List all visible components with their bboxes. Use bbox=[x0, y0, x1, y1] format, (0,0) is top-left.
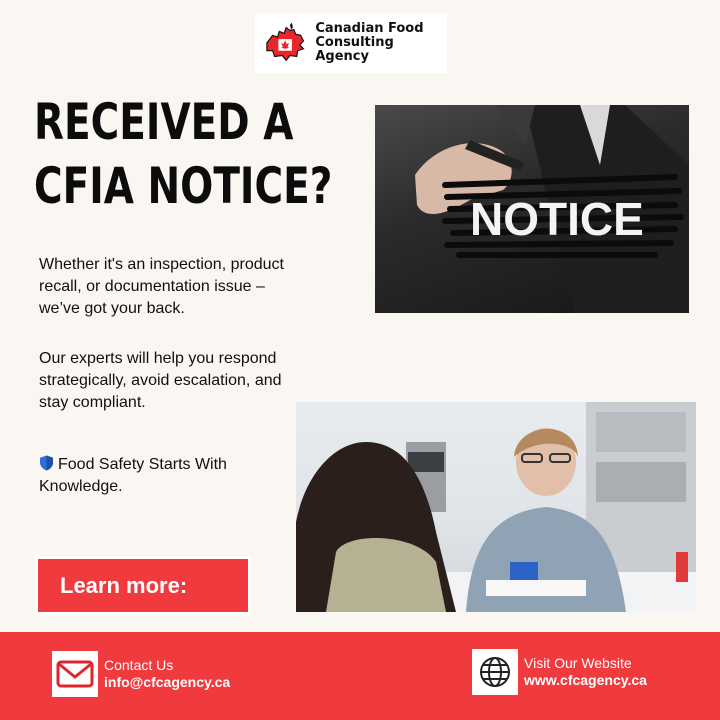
page-title bbox=[34, 90, 333, 218]
experts-paragraph: Our experts will help you respond strategically, avoid escalation, and stay compliant. bbox=[39, 350, 282, 411]
title-line-2: CFIA NOTICE? bbox=[34, 157, 333, 215]
contact-label: Contact Us bbox=[104, 657, 174, 673]
office-photo bbox=[296, 402, 696, 612]
brand-name: Canadian Food Consulting Agency bbox=[315, 21, 424, 64]
office-photo-illustration bbox=[296, 402, 696, 612]
globe-icon bbox=[472, 649, 518, 695]
intro-paragraph: Whether it's an inspection, product recall, or documentation issue – we’ve got your back. bbox=[39, 256, 284, 317]
canada-map-logo-icon bbox=[263, 21, 307, 65]
tagline bbox=[39, 454, 269, 498]
contact-text bbox=[104, 657, 230, 691]
title-line-1: RECEIVED A bbox=[34, 93, 294, 151]
brand-logo[interactable] bbox=[255, 13, 447, 73]
website-url[interactable]: www.cfcagency.ca bbox=[524, 672, 647, 688]
notice-photo bbox=[375, 105, 689, 313]
website-block[interactable] bbox=[472, 649, 647, 695]
notice-sign-text: NOTICE bbox=[470, 193, 644, 245]
website-text bbox=[524, 655, 647, 689]
mail-icon bbox=[52, 651, 98, 697]
contact-email[interactable]: info@cfcagency.ca bbox=[104, 674, 231, 690]
website-label: Visit Our Website bbox=[524, 655, 632, 671]
tagline-text: Food Safety Starts With Knowledge. bbox=[39, 456, 227, 495]
footer-bar bbox=[0, 632, 720, 720]
shield-icon bbox=[39, 455, 54, 471]
contact-block[interactable] bbox=[52, 651, 230, 697]
notice-photo-illustration bbox=[375, 105, 689, 313]
learn-more-button[interactable]: Learn more: bbox=[38, 559, 248, 612]
